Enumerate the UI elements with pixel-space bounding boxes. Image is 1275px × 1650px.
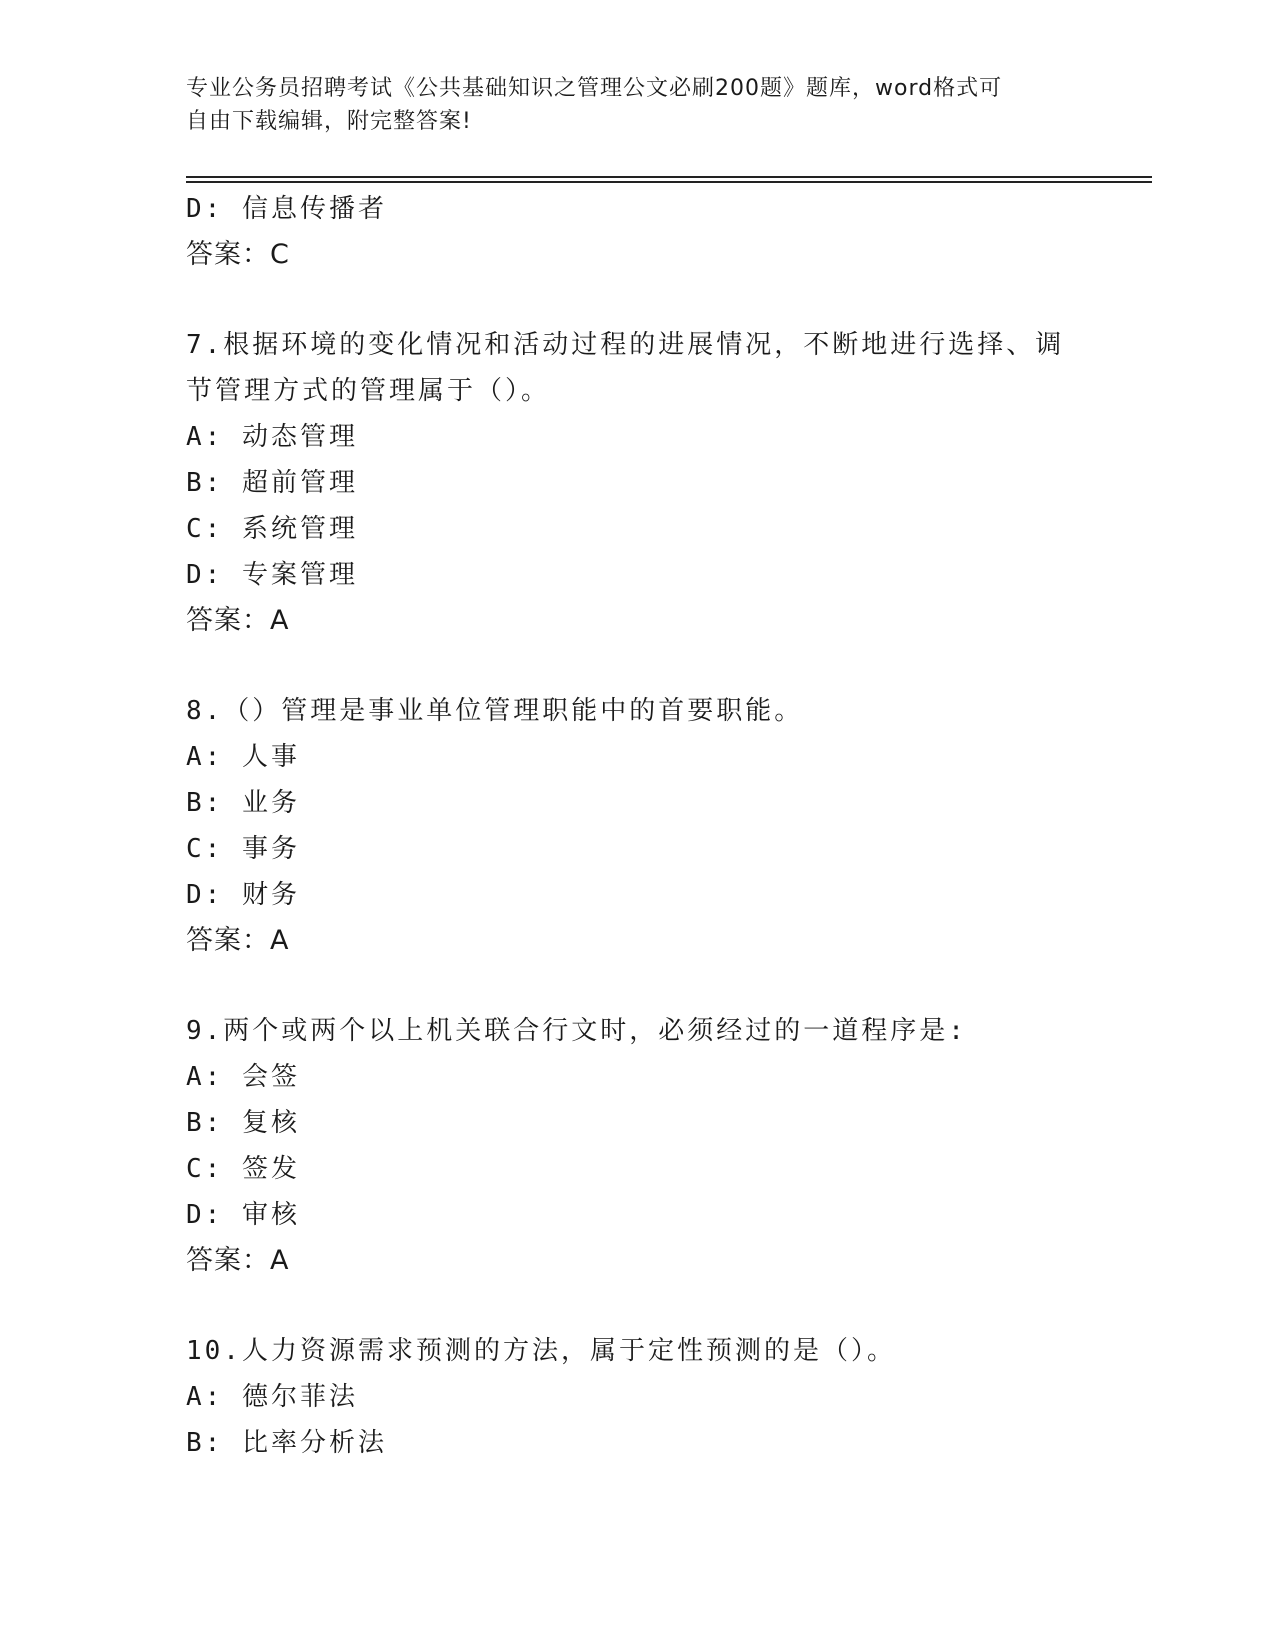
option-a: A: 动态管理 (186, 422, 358, 452)
header-rule-bottom (186, 181, 1152, 183)
option-c: C: 签发 (186, 1154, 300, 1184)
option-b: B: 超前管理 (186, 468, 358, 498)
question-8 (186, 688, 1152, 964)
answer: 答案：A (186, 605, 290, 636)
header-rule-top (186, 176, 1152, 178)
option-d: D: 审核 (186, 1200, 300, 1230)
option-a: A: 人事 (186, 742, 300, 772)
question-stem: 9.两个或两个以上机关联合行文时，必须经过的一道程序是: (186, 1016, 967, 1046)
document-header (186, 72, 1066, 138)
question-10 (186, 1328, 1152, 1466)
answer: 答案：A (186, 1245, 290, 1276)
option-b: B: 复核 (186, 1108, 300, 1138)
question-stem-continued: 节管理方式的管理属于（）。 (186, 376, 551, 406)
document-body (186, 186, 1152, 1466)
option-d: D: 财务 (186, 880, 300, 910)
answer: 答案：C (186, 239, 290, 270)
header-line-1: 专业公务员招聘考试《公共基础知识之管理公文必刷200题》题库，word格式可 (186, 76, 1003, 101)
option-b: B: 业务 (186, 788, 300, 818)
question-stem: 10.人力资源需求预测的方法，属于定性预测的是（）。 (186, 1336, 896, 1366)
option-d: D: 专案管理 (186, 560, 358, 590)
option-b: B: 比率分析法 (186, 1428, 387, 1458)
question-stem: 8.（）管理是事业单位管理职能中的首要职能。 (186, 696, 804, 726)
option-d: D: 信息传播者 (186, 194, 387, 224)
option-c: C: 事务 (186, 834, 300, 864)
question-stem: 7.根据环境的变化情况和活动过程的进展情况，不断地进行选择、调 (186, 330, 1065, 360)
header-line-2: 自由下载编辑，附完整答案! (186, 109, 472, 134)
option-c: C: 系统管理 (186, 514, 358, 544)
option-a: A: 会签 (186, 1062, 300, 1092)
question-9 (186, 1008, 1152, 1284)
option-a: A: 德尔菲法 (186, 1382, 358, 1412)
answer: 答案：A (186, 925, 290, 956)
question-7 (186, 322, 1152, 644)
